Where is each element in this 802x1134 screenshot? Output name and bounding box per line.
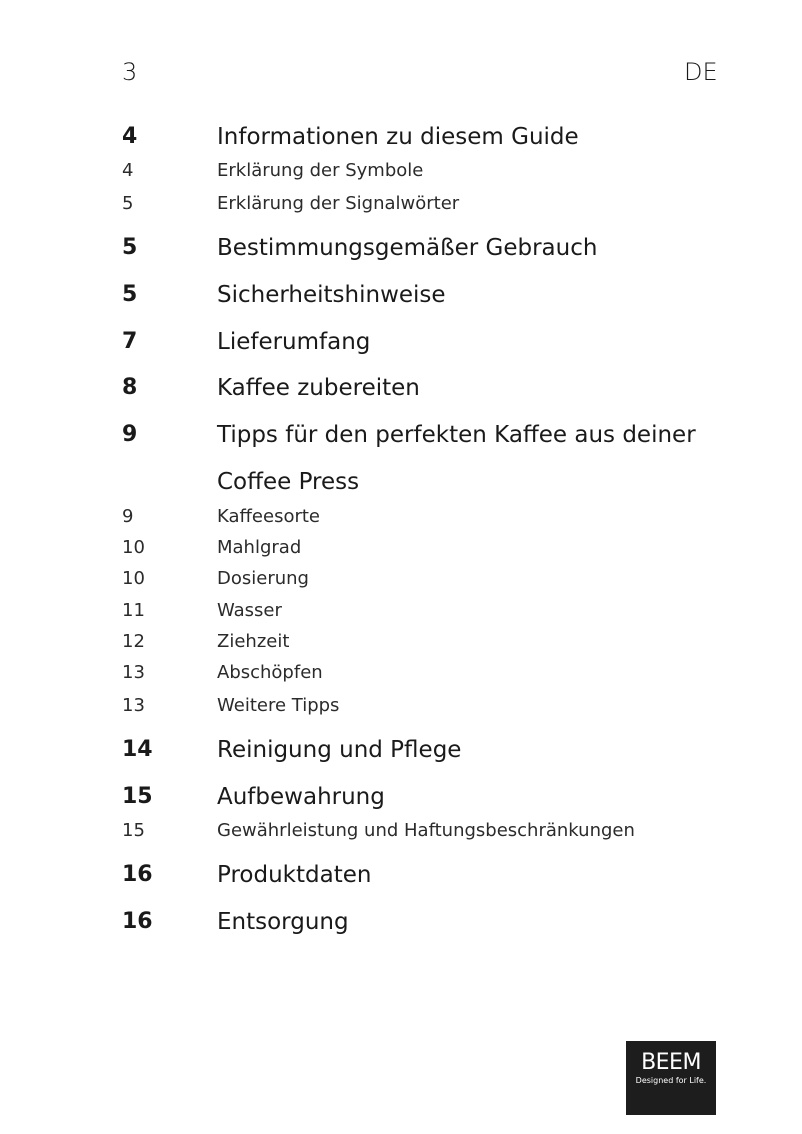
logo-name: BEEM (641, 1050, 701, 1075)
toc-page-number: 16 (122, 862, 153, 887)
toc-title: Erklärung der Symbole (217, 160, 424, 181)
toc-title: Dosierung (217, 568, 309, 589)
logo-tagline: Designed for Life. (635, 1076, 707, 1085)
language-code: DE (684, 58, 718, 86)
toc-page-number: 13 (122, 695, 145, 716)
toc-title: Sicherheitshinweise (217, 282, 446, 308)
page-number: 3 (122, 58, 138, 86)
toc-page-number: 5 (122, 193, 134, 214)
toc-title: Lieferumfang (217, 329, 371, 355)
toc-title: Gewährleistung und Haftungsbeschränkungen (217, 820, 635, 841)
toc-page-number: 13 (122, 662, 145, 683)
toc-page-number: 12 (122, 631, 145, 652)
toc-page-number: 16 (122, 909, 153, 934)
toc-page-number: 10 (122, 568, 145, 589)
toc-title: Produktdaten (217, 862, 372, 888)
toc-title: Aufbewahrung (217, 784, 385, 810)
toc-title: Tipps für den perfekten Kaffee aus deiner (217, 422, 696, 448)
toc-page-number: 5 (122, 235, 138, 260)
toc-title: Erklärung der Signalwörter (217, 193, 460, 214)
toc-title: Abschöpfen (217, 662, 323, 683)
toc-title: Reinigung und Pflege (217, 737, 462, 763)
toc-page-number: 9 (122, 506, 134, 527)
toc-title: Entsorgung (217, 909, 349, 935)
toc-page-number: 9 (122, 422, 138, 447)
toc-page-number: 7 (122, 329, 138, 354)
toc-title: Kaffeesorte (217, 506, 320, 527)
toc-page-number: 14 (122, 737, 153, 762)
toc-title: Wasser (217, 600, 282, 621)
toc-title: Kaffee zubereiten (217, 375, 420, 401)
toc-page-number: 4 (122, 124, 138, 149)
toc-title: Informationen zu diesem Guide (217, 124, 579, 150)
toc-title: Ziehzeit (217, 631, 290, 652)
toc-page-number: 15 (122, 784, 153, 809)
toc-page-number: 15 (122, 820, 145, 841)
toc-page-number: 10 (122, 537, 145, 558)
toc-page-number: 5 (122, 282, 138, 307)
beem-logo (626, 1041, 716, 1115)
toc-page-number: 8 (122, 375, 138, 400)
toc-title: Coffee Press (217, 469, 360, 495)
toc-page-number: 11 (122, 600, 145, 621)
toc-title: Weitere Tipps (217, 695, 340, 716)
toc-title: Bestimmungsgemäßer Gebrauch (217, 235, 598, 261)
toc-title: Mahlgrad (217, 537, 302, 558)
toc-page-number: 4 (122, 160, 134, 181)
